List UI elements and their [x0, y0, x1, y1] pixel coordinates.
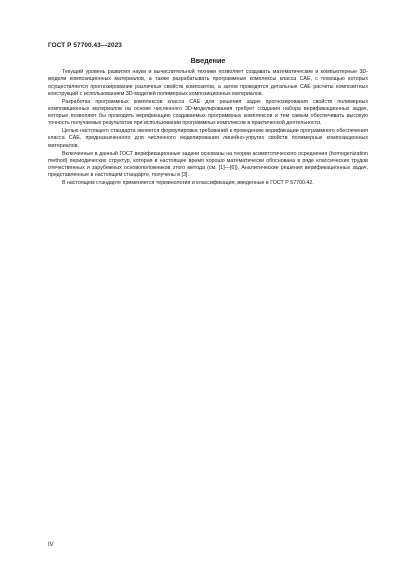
standard-number-header: ГОСТ Р 57700.43—2023 [48, 42, 122, 49]
paragraph: Разработка программных комплексов класса CAE для решения задач прогнозирования свойств полимерных композиционных материалов на основе численного 3D-моделирования требует создания набора верификационных задач, которые позволяют бы проводить верификацию создаваемых программных комплексов и тем самым обеспечивать высокую точность получаемых результатов при использовании программных комплексов в практической деятельности. [48, 98, 368, 127]
paragraph: Включенные в данный ГОСТ верификационные задачи основаны на теории асимптотического осреднения (homogenization method) периодических структур, которая в настоящее время хорошо математически обоснована в ряде классических трудов отечественных и зарубежных основоположников этого метода (см. [1]—[6]). Аналитические решения верификационных задач, представленные в настоящем стандарте, получены в [3]. [48, 150, 368, 179]
paragraph: В настоящем стандарте применяется терминология и классификация, введенные в ГОСТ Р 57700.42. [62, 180, 314, 187]
page-number: IV [48, 542, 54, 548]
body-text [48, 69, 368, 188]
section-title: Введение [190, 56, 226, 65]
paragraph: Текущий уровень развития науки и вычислительной техники позволяет создавать математические и компьютерные 3D-модели композиционных материалов, а также разрабатывать программные комплексы класса CAE, с помощью которых осуществляется прогнозирование различных свойств композитов, а затем проводятся детальные CAE расчеты композитных конструкций с использованием 3D-моделей полимерных композиционных материалов. [48, 69, 368, 97]
paragraph: Целью настоящего стандарта является формулировка требований к проведению верификации программного обеспечения класса CAE, предназначенного для численного моделирования линейно-упругих свойств полимерных композиционных материалов. [48, 128, 368, 149]
